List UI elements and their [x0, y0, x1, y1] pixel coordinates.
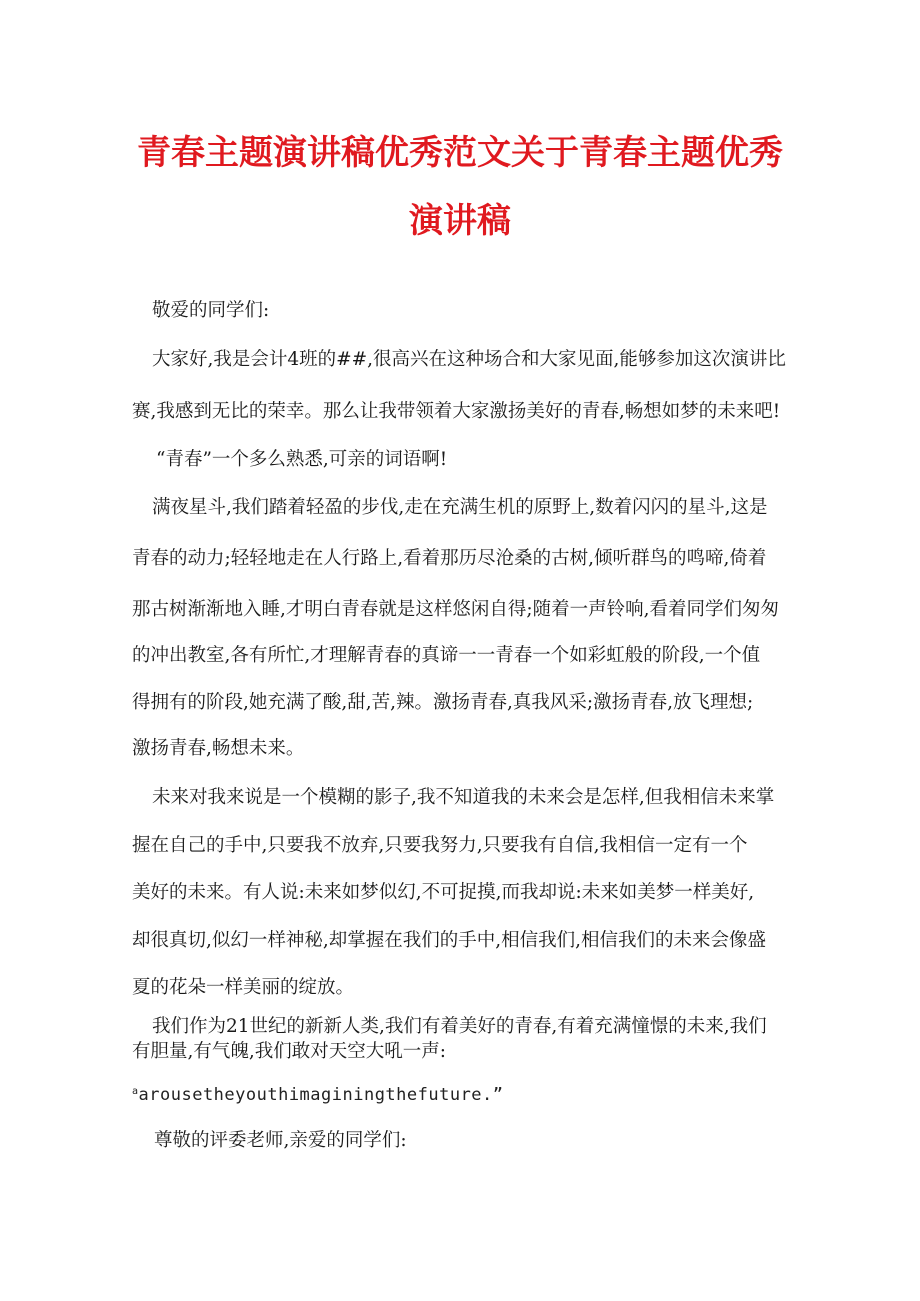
paragraph-3-line-2: 青春的动力;轻轻地走在人行路上,看着那历尽沧桑的古树,倾听群鸟的鸣啼,倚着: [132, 548, 767, 569]
paragraph-4-line-3: 美好的未来。有人说:未来如梦似幻,不可捉摸,而我却说:未来如美梦一样美好,: [132, 882, 755, 903]
greeting-line: 敬爱的同学们:: [152, 300, 270, 321]
paragraph-5-line-2: 有胆量,有气魄,我们敢对天空大吼一声:: [132, 1041, 446, 1062]
paragraph-3-line-1: 满夜星斗,我们踏着轻盈的步伐,走在充满生机的原野上,数着闪闪的星斗,这是: [152, 497, 768, 518]
closing-greeting-line: 尊敬的评委老师,亲爱的同学们:: [154, 1130, 407, 1151]
paragraph-1-line-2: 赛,我感到无比的荣幸。那么让我带领着大家激扬美好的青春,畅想如梦的未来吧!: [132, 401, 781, 422]
paragraph-4-line-1: 未来对我来说是一个模糊的影子,我不知道我的未来会是怎样,但我相信未来掌: [152, 787, 775, 808]
paragraph-2-line-1: “青春”一个多么熟悉,可亲的词语啊!: [156, 449, 448, 470]
paragraph-3-line-3: 那古树渐渐地入睡,才明白青春就是这样悠闲自得;随着一声铃响,看着同学们匆匆: [132, 599, 779, 620]
quote-text: arousetheyouthimaginingthefuture.”: [138, 1085, 504, 1105]
paragraph-5-line-1: 我们作为21世纪的新新人类,我们有着美好的青春,有着充满憧憬的未来,我们: [152, 1016, 767, 1037]
document-title-line-1: 青春主题演讲稿优秀范文关于青春主题优秀: [137, 133, 783, 173]
paragraph-1-line-1: 大家好,我是会计4班的##,很高兴在这种场合和大家见面,能够参加这次演讲比: [152, 349, 786, 370]
paragraph-3-line-5: 得拥有的阶段,她充满了酸,甜,苦,辣。激扬青春,真我风采;激扬青春,放飞理想;: [132, 692, 754, 713]
paragraph-3-line-4: 的冲出教室,各有所忙,才理解青春的真谛一一青春一个如彩虹般的阶段,一个值: [132, 645, 761, 666]
english-quote-line: [132, 1086, 504, 1106]
paragraph-3-line-6: 激扬青春,畅想未来。: [132, 738, 305, 759]
paragraph-4-line-2: 握在自己的手中,只要我不放弃,只要我努力,只要我有自信,我相信一定有一个: [132, 835, 748, 856]
quote-open-mark: a: [132, 1086, 139, 1097]
document-title-line-2: 演讲稿: [409, 201, 511, 241]
paragraph-4-line-4: 却很真切,似幻一样神秘,却掌握在我们的手中,相信我们,相信我们的未来会像盛: [132, 930, 767, 951]
paragraph-4-line-5: 夏的花朵一样美丽的绽放。: [132, 977, 355, 998]
